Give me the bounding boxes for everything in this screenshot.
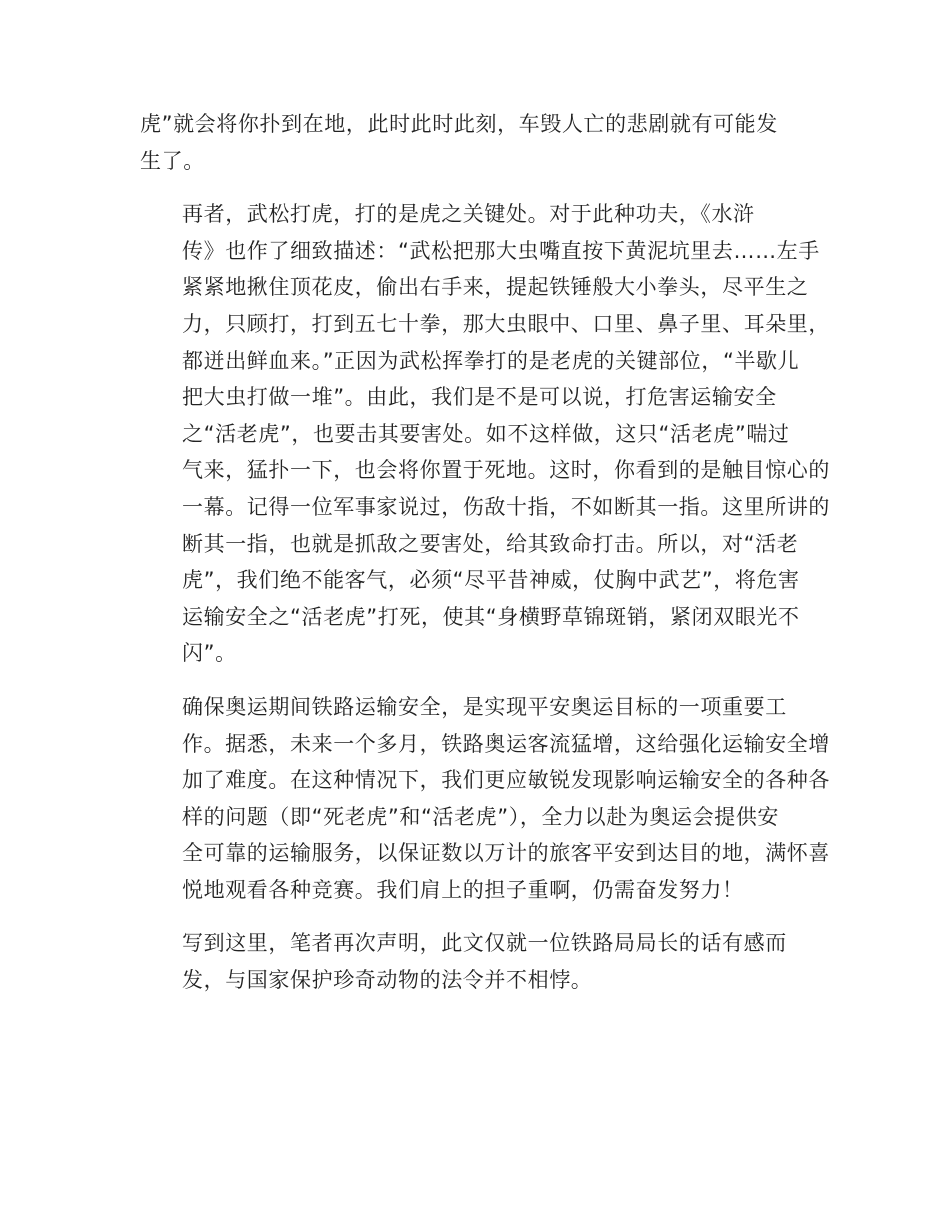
text-line: 样的问题（即“死老虎”和“活老虎”），全力以赴为奥运会提供安 xyxy=(182,804,780,829)
text-line: 加了难度。在这种情况下，我们更应敏锐发现影响运输安全的各种各 xyxy=(182,768,830,793)
text-line: 一幕。记得一位军事家说过，伤敌十指，不如断其一指。这里所讲的 xyxy=(182,494,830,519)
text-line: 虎”，我们绝不能客气，必须“尽平昔神威，仗胸中武艺”，将危害 xyxy=(182,568,800,593)
text-line: 都迸出鲜血来。”正因为武松挥拳打的是老虎的关键部位，“半歇儿 xyxy=(182,348,800,373)
text-line: 确保奥运期间铁路运输安全，是实现平安奥运目标的一项重要工 xyxy=(182,694,787,719)
text-line: 作。据悉，未来一个多月，铁路奥运客流猛增，这给强化运输安全增 xyxy=(182,731,830,756)
paragraph xyxy=(140,196,830,672)
paragraph xyxy=(140,106,795,179)
text-line: 悦地观看各种竞赛。我们肩上的担子重啊，仍需奋发努力！ xyxy=(182,877,744,902)
text-line: 断其一指，也就是抓敌之要害处，给其致命打击。所以，对“活老 xyxy=(182,531,799,556)
text-line: 传》也作了细致描述：“武松把那大虫嘴直按下黄泥坑里去……左手 xyxy=(182,238,820,263)
text-line: 再者，武松打虎，打的是虎之关键处。对于此种功夫，《水浒 xyxy=(182,202,755,227)
text-line: 全可靠的运输服务，以保证数以万计的旅客平安到达目的地，满怀喜 xyxy=(182,841,830,866)
text-line: 闪”。 xyxy=(182,641,237,666)
paragraph xyxy=(140,925,795,998)
text-line: 发，与国家保护珍奇动物的法令并不相悖。 xyxy=(182,968,593,993)
text-line: 虎”就会将你扑到在地，此时此时此刻，车毁人亡的悲剧就有可能发 xyxy=(140,112,778,136)
text-line: 生了。 xyxy=(140,148,205,173)
text-line: 气来，猛扑一下，也会将你置于死地。这时，你看到的是触目惊心的 xyxy=(182,458,830,483)
text-line: 写到这里，笔者再次声明，此文仅就一位铁路局局长的话有感而 xyxy=(182,931,787,956)
article-body xyxy=(140,106,830,1016)
text-line: 把大虫打做一堆”。由此，我们是不是可以说，打危害运输安全 xyxy=(182,385,777,410)
text-line: 力，只顾打，打到五七十拳，那大虫眼中、口里、鼻子里、耳朵里， xyxy=(182,311,830,336)
text-line: 紧紧地揪住顶花皮，偷出右手来，提起铁锤般大小拳头，尽平生之 xyxy=(182,275,809,300)
paragraph xyxy=(140,689,830,909)
text-line: 运输安全之“活老虎”打死，使其“身横野草锦斑销，紧闭双眼光不 xyxy=(182,604,800,629)
text-line: 之“活老虎”，也要击其要害处。如不这样做，这只“活老虎”喘过 xyxy=(182,421,790,446)
